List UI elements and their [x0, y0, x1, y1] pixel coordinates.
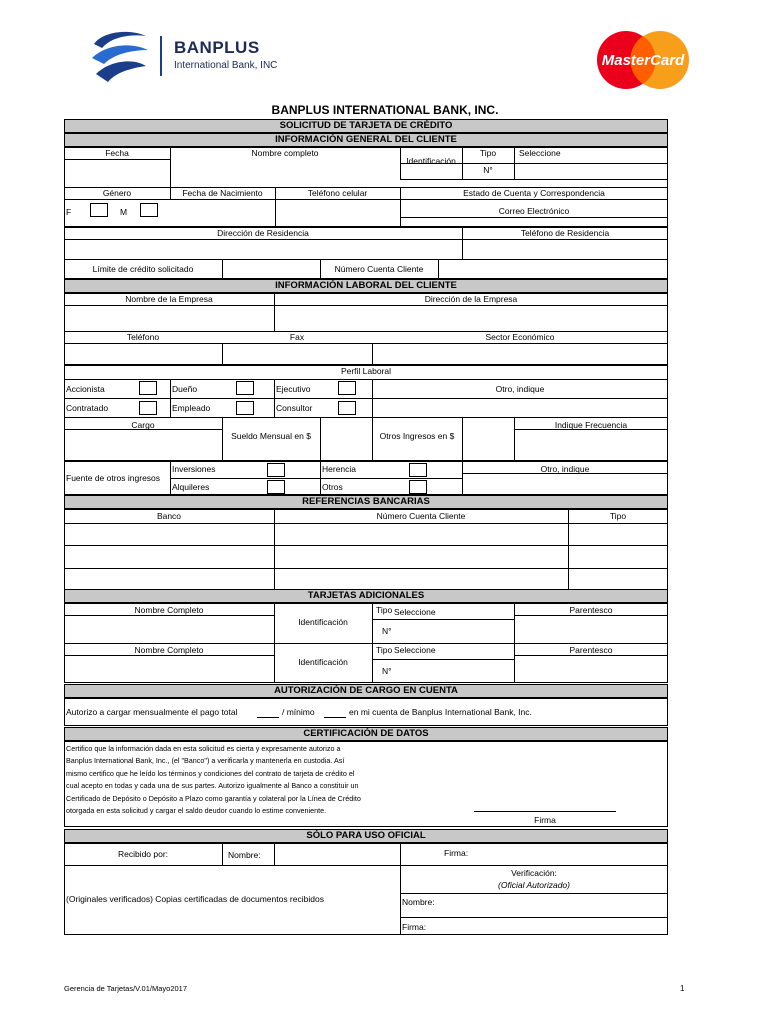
genero-m-checkbox[interactable]	[140, 203, 158, 217]
telefono-residencia-field[interactable]	[463, 240, 668, 259]
verificacion-nombre-field[interactable]	[444, 894, 668, 917]
limite-label: Límite de crédito solicitado	[92, 264, 194, 274]
certificacion-text	[66, 743, 406, 817]
sector-label: Sector Económico	[485, 332, 555, 342]
tipo-label: Tipo	[479, 148, 497, 158]
otros-label: Otros	[322, 482, 343, 492]
frecuencia-label: Indique Frecuencia	[554, 420, 628, 430]
referencia-tipo-field-1[interactable]	[569, 524, 668, 545]
nombre-field[interactable]	[171, 160, 400, 187]
empresa-label: Nombre de la Empresa	[125, 294, 213, 304]
accionista-label: Accionista	[66, 384, 105, 394]
banco-label: Banco	[156, 511, 182, 521]
banco-field-1[interactable]	[65, 524, 274, 545]
estado-cuenta-label: Estado de Cuenta y Correspondencia	[463, 188, 605, 198]
otro-indique2-field[interactable]	[463, 474, 668, 495]
adicional2-parentesco-field[interactable]	[515, 656, 668, 683]
nombre-label: Nombre completo	[251, 148, 319, 158]
direccion-label: Dirección de Residencia	[217, 228, 309, 238]
numero-label: N°	[483, 165, 493, 175]
cert-line-3: mismo certifico que he leído los términos y condiciones del contrato de tarjeta de crédito el	[66, 768, 355, 778]
perfil-label: Perfil Laboral	[340, 366, 392, 376]
fecha-nacimiento-label: Fecha de Nacimiento	[182, 188, 263, 198]
oficial-firma-field[interactable]	[401, 844, 668, 865]
herencia-checkbox[interactable]	[409, 463, 427, 477]
cert-line-4: cual acepto en todas y cada una de sus partes. Autorizo igualmente al Banco a constituir un	[66, 781, 359, 791]
genero-f-label: F	[66, 207, 72, 217]
adicional2-numero-label: N°	[382, 666, 392, 676]
verificacion-firma-field[interactable]	[444, 918, 668, 935]
section-header-adicionales: TARJETAS ADICIONALES	[64, 589, 668, 603]
otro-indique2-label: Otro, indique	[540, 464, 590, 474]
fax-field[interactable]	[223, 344, 372, 365]
recibido-label: Recibido por:	[117, 849, 169, 859]
otro-indique-label: Otro, indique	[495, 384, 545, 394]
genero-f-checkbox[interactable]	[90, 203, 108, 217]
section-header-autorizacion: AUTORIZACIÓN DE CARGO EN CUENTA	[64, 684, 668, 698]
adicional1-parentesco-label: Parentesco	[569, 605, 613, 615]
empresa-field[interactable]	[65, 306, 274, 331]
numero-field[interactable]	[515, 164, 668, 179]
adicional1-parentesco-field[interactable]	[515, 616, 668, 643]
inversiones-label: Inversiones	[172, 464, 216, 474]
footer-page-number: 1	[680, 984, 685, 993]
consultor-label: Consultor	[276, 403, 313, 413]
referencia-cuenta-label: Número Cuenta Cliente	[376, 511, 466, 521]
telefono-empresa-label: Teléfono	[126, 332, 160, 342]
telefono-celular-label: Teléfono celular	[307, 188, 368, 198]
sector-field[interactable]	[373, 344, 668, 365]
ejecutivo-label: Ejecutivo	[276, 384, 311, 394]
section-header-laboral: INFORMACIÓN LABORAL DEL CLIENTE	[64, 279, 668, 293]
identificacion-label: Identificación	[406, 156, 456, 166]
numero-cuenta-field[interactable]	[439, 260, 668, 279]
autorizacion-text-1: Autorizo a cargar mensualmente el pago total	[66, 707, 238, 717]
fax-label: Fax	[289, 332, 305, 342]
oficial-nombre-label: Nombre:	[228, 850, 261, 860]
correo-field[interactable]	[401, 218, 668, 227]
section-header-solicitud: SOLICITUD DE TARJETA DE CRÉDITO	[64, 119, 668, 133]
originales-label: (Originales verificados) Copias certificadas de documentos recibidos	[66, 894, 324, 904]
otros-ingresos-field[interactable]	[463, 418, 514, 461]
otro-indique-field[interactable]	[373, 399, 668, 417]
pago-minimo-field[interactable]	[324, 708, 346, 718]
verificacion-label: Verificación:	[511, 868, 557, 878]
accionista-checkbox[interactable]	[139, 381, 157, 395]
oficial-firma-label: Firma:	[444, 848, 469, 858]
adicional1-nombre-label: Nombre Completo	[134, 605, 204, 615]
adicional2-tipo-label: Tipo	[376, 645, 393, 655]
fecha-field[interactable]	[64, 160, 170, 187]
adicional2-identificacion-label: Identificación	[298, 657, 348, 667]
autorizacion-text-2: / mínimo	[282, 707, 315, 717]
adicional1-tipo-label: Tipo	[376, 605, 393, 615]
ejecutivo-checkbox[interactable]	[338, 381, 356, 395]
adicional1-numero-label: N°	[382, 626, 392, 636]
adicional1-tipo-select[interactable]: Seleccione	[394, 607, 436, 617]
referencia-tipo-field-2[interactable]	[569, 546, 668, 568]
firma-label: Firma	[534, 815, 556, 825]
frecuencia-field[interactable]	[515, 430, 668, 461]
direccion-empresa-field[interactable]	[275, 306, 668, 331]
sueldo-field[interactable]	[321, 418, 372, 461]
section-header-oficial: SÓLO PARA USO OFICIAL	[64, 829, 668, 843]
herencia-label: Herencia	[322, 464, 357, 474]
adicional2-nombre-label: Nombre Completo	[134, 645, 204, 655]
empleado-checkbox[interactable]	[236, 401, 254, 415]
direccion-empresa-label: Dirección de la Empresa	[424, 294, 518, 304]
cargo-label: Cargo	[131, 420, 155, 430]
cert-line-1: Certifico que la información dada en esta solicitud es cierta y expresamente autorizo a	[66, 744, 341, 753]
autorizacion-text-3: en mi cuenta de Banplus International Bank, Inc.	[349, 707, 532, 717]
telefono-empresa-field[interactable]	[65, 344, 222, 365]
empleado-label: Empleado	[172, 403, 211, 413]
consultor-checkbox[interactable]	[338, 401, 356, 415]
dueno-label: Dueño	[172, 384, 198, 394]
cert-line-6: otorgada en esta solicitud y cargar el saldo deudor cuando lo estime conveniente.	[66, 806, 327, 816]
mastercard-logo-icon	[594, 30, 692, 90]
otros-checkbox[interactable]	[409, 480, 427, 494]
dueno-checkbox[interactable]	[236, 381, 254, 395]
referencia-cuenta-field-1[interactable]	[275, 524, 568, 545]
sueldo-label: Sueldo Mensual en $	[231, 431, 311, 441]
genero-m-label: M	[120, 207, 128, 217]
direccion-field[interactable]	[65, 240, 462, 259]
section-header-referencias: REFERENCIAS BANCARIAS	[64, 495, 668, 509]
telefono-celular-field[interactable]	[276, 200, 400, 227]
adicional2-nombre-field[interactable]	[65, 656, 274, 683]
fuente-label: Fuente de otros ingresos	[66, 473, 161, 483]
section-header-certificacion: CERTIFICACIÓN DE DATOS	[64, 727, 668, 741]
section-header-general: INFORMACIÓN GENERAL DEL CLIENTE	[64, 133, 668, 147]
numero-cuenta-label: Número Cuenta Cliente	[334, 264, 424, 274]
fecha-nacimiento-field[interactable]	[171, 200, 275, 227]
contratado-label: Contratado	[66, 403, 109, 413]
limite-field[interactable]	[223, 260, 320, 279]
alquileres-label: Alquileres	[172, 482, 210, 492]
adicional2-tipo-select[interactable]: Seleccione	[394, 645, 436, 655]
oficial-autorizado-label: (Oficial Autorizado)	[498, 880, 570, 890]
mastercard-wordmark: MasterCard	[601, 52, 685, 69]
verificacion-nombre-label: Nombre:	[402, 897, 435, 907]
tipo-select[interactable]: Seleccione	[519, 148, 561, 158]
cargo-field[interactable]	[65, 430, 222, 461]
correo-label: Correo Electrónico	[498, 206, 570, 216]
inversiones-checkbox[interactable]	[267, 463, 285, 477]
verificacion-firma-label: Firma:	[402, 922, 427, 932]
banco-field-2[interactable]	[65, 546, 274, 568]
telefono-residencia-label: Teléfono de Residencia	[520, 228, 610, 238]
banplus-subtitle: International Bank, INC	[174, 60, 278, 71]
pago-total-field[interactable]	[257, 708, 279, 718]
referencia-cuenta-field-2[interactable]	[275, 546, 568, 568]
genero-label: Género	[102, 188, 132, 198]
logo-divider	[160, 36, 162, 76]
adicional1-nombre-field[interactable]	[65, 616, 274, 643]
contratado-checkbox[interactable]	[139, 401, 157, 415]
fecha-label: Fecha	[105, 148, 129, 158]
firma-line[interactable]	[474, 811, 616, 812]
adicional1-identificacion-label: Identificación	[298, 617, 348, 627]
adicional2-parentesco-label: Parentesco	[569, 645, 613, 655]
document-title: BANPLUS INTERNATIONAL BANK, INC.	[271, 103, 499, 117]
referencia-tipo-label: Tipo	[609, 511, 627, 521]
banplus-logo	[88, 28, 288, 84]
oficial-nombre-field[interactable]	[275, 844, 400, 865]
otros-ingresos-label: Otros Ingresos en $	[379, 431, 455, 441]
footer-version: Gerencia de Tarjetas/V.01/Mayo2017	[64, 984, 187, 993]
banplus-swoosh-icon	[88, 28, 152, 84]
cert-line-5: Certificado de Depósito o Depósito a Plazo como garantía y colateral por la Línea de Crédito	[66, 793, 361, 803]
alquileres-checkbox[interactable]	[267, 480, 285, 494]
banplus-name: BANPLUS	[174, 38, 260, 57]
cert-line-2: Banplus International Bank, Inc., (el "Banco") a verificarla y mantenerla en custodia. Así	[66, 756, 345, 766]
